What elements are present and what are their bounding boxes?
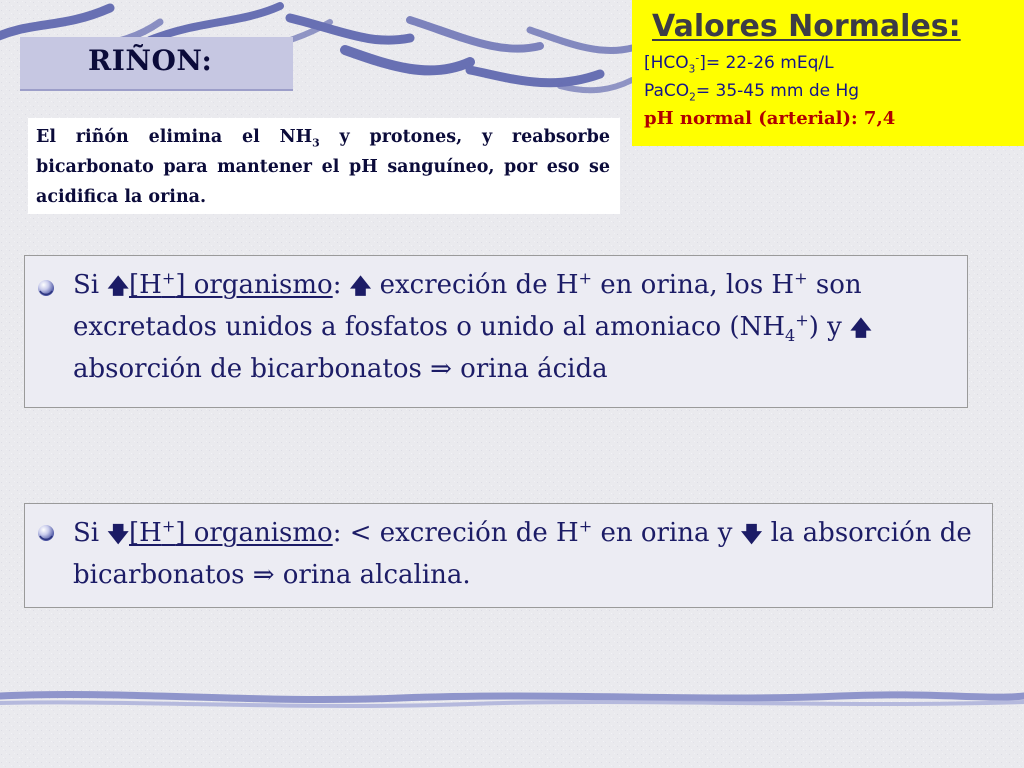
- hco3-subscript: 3: [688, 63, 696, 76]
- text-run: :: [332, 270, 350, 300]
- hco3-value: ]= 22-26 mEq/L: [699, 53, 834, 73]
- text-run: orina ácida: [451, 354, 608, 384]
- title-box: [20, 37, 293, 91]
- paco2-prefix: PaCO: [644, 81, 690, 101]
- superscript-plus: +: [161, 516, 176, 536]
- up-arrow-icon: 🡅: [850, 316, 872, 340]
- sphere-bullet-icon: [36, 278, 56, 298]
- bullet-box-high-h: [24, 255, 968, 408]
- note-text-part: y protones, y reabsorbe bicarbonato para mantener el pH sanguíneo, por eso se acidifica la orina.: [36, 127, 610, 207]
- kidney-note-text: [36, 122, 610, 212]
- text-run: Si: [73, 518, 108, 548]
- paco2-value: = 35-45 mm de Hg: [695, 81, 860, 101]
- paco2-line: [644, 77, 1024, 105]
- text-run: Si: [73, 270, 108, 300]
- text-run: [H: [129, 518, 162, 548]
- normal-values-heading-text: Valores Normales:: [652, 9, 961, 44]
- normal-values-box: [632, 0, 1024, 146]
- down-arrow-icon: 🡇: [740, 522, 763, 546]
- superscript-plus: +: [795, 310, 809, 330]
- implies-arrow-icon: ⇒: [252, 560, 275, 590]
- text-run: [H: [129, 270, 162, 300]
- bullet-box-low-h: [24, 503, 993, 608]
- text-run: : < excreción de H: [332, 518, 579, 548]
- bullet-text-low-h: [73, 513, 984, 596]
- hco3-superscript: -: [695, 52, 700, 65]
- text-run: orina alcalina.: [274, 560, 471, 590]
- kidney-note: [28, 118, 620, 214]
- superscript-plus: +: [578, 268, 593, 288]
- down-arrow-icon: 🡇: [107, 522, 129, 546]
- implies-arrow-icon: ⇒: [430, 354, 452, 384]
- text-run: excreción de H: [371, 270, 579, 300]
- text-run: la absorción de bicarbonatos: [73, 518, 972, 590]
- text-run: son excretados unidos a fosfatos o unido al amoniaco (NH: [73, 270, 862, 342]
- text-run: ] organismo: [175, 518, 333, 548]
- paco2-subscript: 2: [689, 91, 696, 104]
- note-text-part: El riñón elimina el NH: [36, 127, 313, 147]
- h-organism-label: [107, 518, 332, 548]
- superscript-plus: +: [161, 268, 176, 288]
- text-run: absorción de bicarbonatos: [73, 354, 431, 384]
- up-arrow-icon: 🡅: [349, 274, 372, 298]
- note-subscript: 3: [312, 136, 320, 150]
- text-run: ] organismo: [175, 270, 333, 300]
- text-run: en orina, los H: [592, 270, 795, 300]
- text-run: ) y: [808, 312, 851, 342]
- text-run: en orina y: [592, 518, 741, 548]
- slide-title: RIÑON:: [88, 44, 213, 77]
- superscript-plus: +: [578, 516, 593, 536]
- hco3-line: [644, 49, 1024, 77]
- hco3-prefix: [HCO: [644, 53, 689, 73]
- h-organism-label: [107, 270, 332, 300]
- ph-line: pH normal (arterial): 7,4: [644, 108, 896, 129]
- superscript-plus: +: [794, 268, 808, 288]
- up-arrow-icon: 🡅: [107, 274, 129, 298]
- subscript-4: 4: [785, 326, 796, 346]
- normal-values-heading: [652, 5, 1024, 49]
- sphere-bullet-icon: [36, 523, 56, 543]
- bullet-text-high-h: [73, 265, 959, 390]
